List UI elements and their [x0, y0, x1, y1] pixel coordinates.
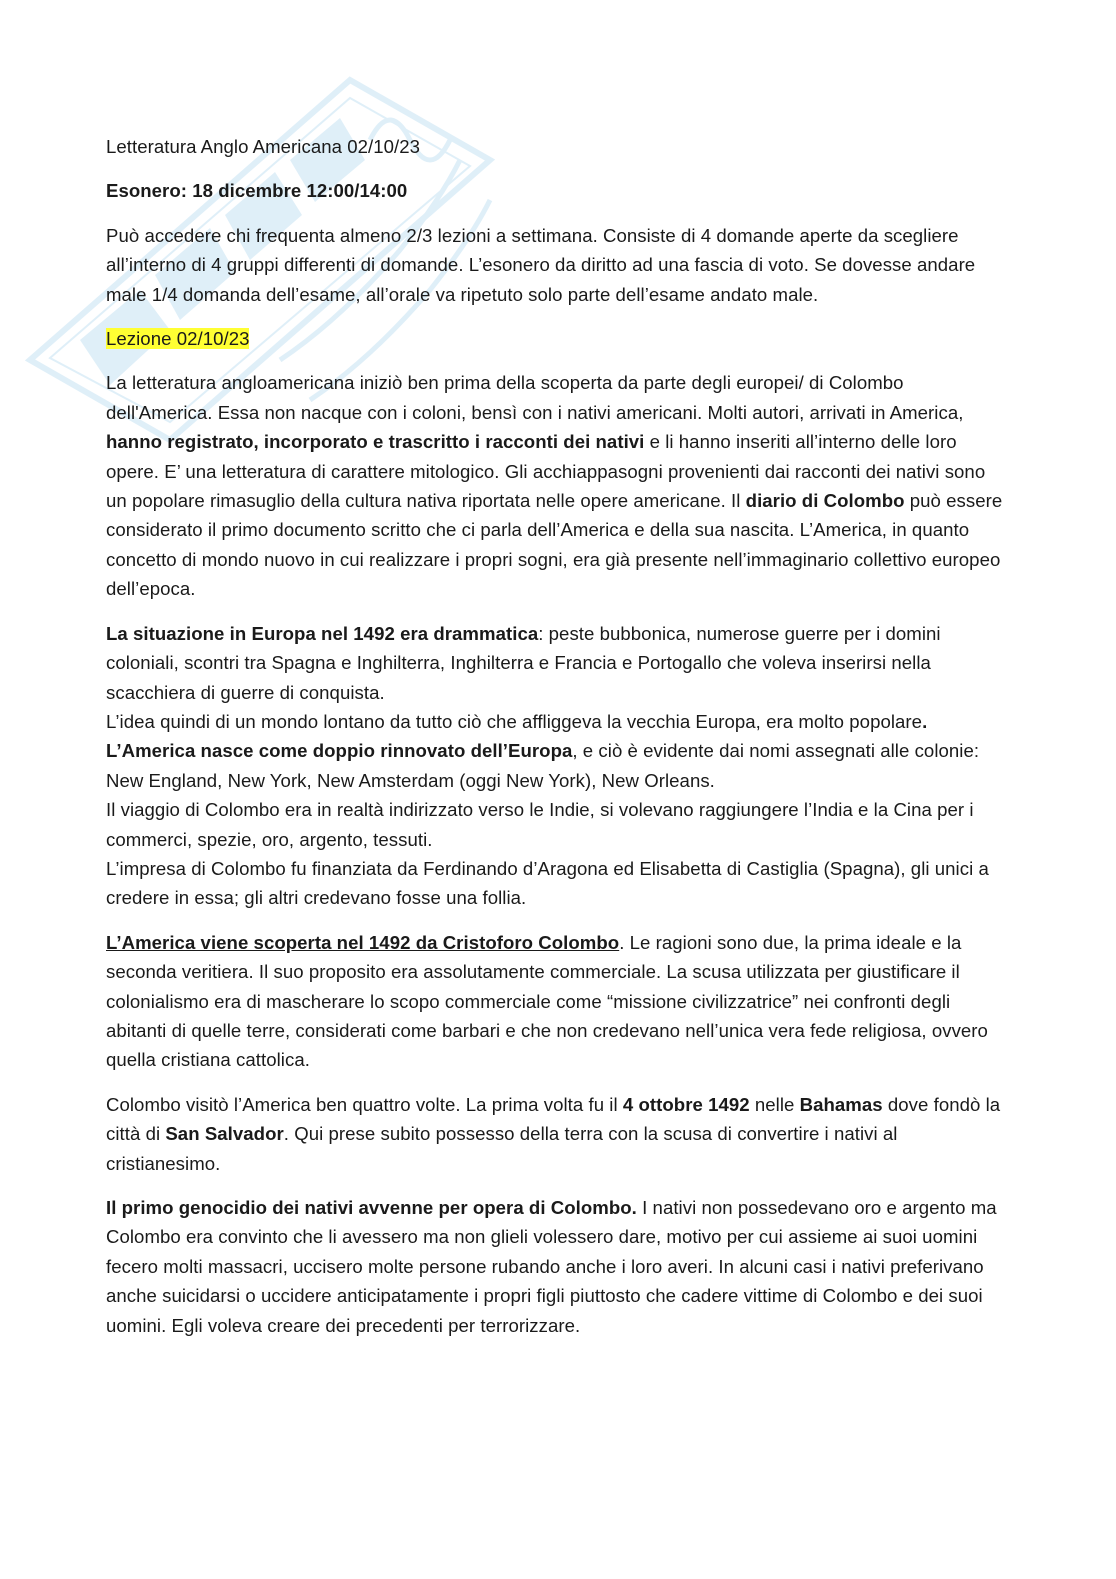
text: L’impresa di Colombo fu finanziata da Ferdinando d’Aragona ed Elisabetta di Castiglia (Spagna), gli unici a credere in essa; gli altri credevano fosse una follia.	[106, 857, 989, 909]
esonero-heading	[106, 176, 1006, 205]
text: può essere considerato il primo documento scritto che ci parla dell’America e della sua nascita. L’America, in quanto concetto di mondo nuovo in cui realizzare i propri sogni, era già presente nell’immaginario collettivo europeo dell’epoca.	[106, 490, 1003, 600]
bold-text: Il primo genocidio dei nativi avvenne per opera di Colombo.	[106, 1197, 637, 1218]
bold-text: Bahamas	[799, 1093, 883, 1115]
bold-text: .	[922, 710, 928, 732]
text: dove fondò la città di	[106, 1093, 1001, 1145]
text: Il viaggio di Colombo era in realtà indirizzato verso le Indie, si volevano raggiungere l’India e la Cina per i commerci, spezie, oro, argento, tessuti.	[106, 799, 974, 850]
paragraph-europa	[106, 619, 1006, 913]
paragraph-viaggi	[106, 1090, 1006, 1178]
text: L’idea quindi di un mondo lontano da tutto ciò che affliggeva la vecchia Europa, era molto popolare	[106, 710, 923, 732]
lezione-highlight: Lezione 02/10/23	[106, 328, 250, 350]
text: : peste bubbonica, numerose guerre per i domini coloniali, scontri tra Spagna e Inghilterra, Inghilterra e Francia e Portogallo che voleva inserirsi nella scacchiera di guerre di conquista.	[106, 622, 941, 703]
document-body	[106, 132, 1006, 1355]
esonero-text: Esonero: 18 dicembre 12:00/14:00	[106, 180, 408, 202]
bold-text: hanno registrato, incorporato e trascritto i racconti dei nativi	[106, 431, 645, 453]
paragraph-scoperta	[106, 928, 1006, 1075]
paragraph-esonero: Può accedere chi frequenta almeno 2/3 lezioni a settimana. Consiste di 4 domande aperte da scegliere all’interno di 4 gruppi differenti di domande. L’esonero da diritto ad una fascia di voto. Se dovesse andare male 1/4 domanda dell’esame, all’orale va ripetuto solo parte dell’esame andato male.	[106, 224, 976, 305]
lezione-heading	[106, 324, 1006, 353]
text: e li hanno inseriti all’interno delle loro opere. E’ una letteratura di carattere mitologico. Gli acchiappasogni provenienti dai racconti dei nativi sono un popolare rimasuglio della cultura nativa riportata nelle opere americane. Il	[106, 431, 986, 512]
bold-text: La situazione in Europa nel 1492 era drammatica	[106, 622, 539, 644]
bold-text: L’America nasce come doppio rinnovato dell’Europa	[106, 740, 573, 762]
paragraph-intro	[106, 368, 1006, 603]
text: La letteratura angloamericana iniziò ben prima della scoperta da parte degli europei/ di Colombo dell'America. Essa non nacque con i coloni, bensì con i nativi americani. Molti autori, arrivati in America,	[106, 372, 964, 423]
text: . Le ragioni sono due, la prima ideale e la seconda veritiera. Il suo proposito era assolutamente commerciale. La scusa utilizzata per giustificare il colonialismo era di mascherare lo scopo commerciale come “missione civilizzatrice” nei confronti degli abitanti di quelle terre, considerati come barbari e che non credevano nell’unica vera fede religiosa, ovvero quella cristiana cattolica.	[106, 931, 988, 1071]
bold-underlined-text: L’America viene scoperta nel 1492 da Cristoforo Colombo	[106, 931, 620, 953]
text: Colombo visitò l’America ben quattro volte. La prima volta fu il	[106, 1093, 623, 1115]
document-title: Letteratura Anglo Americana 02/10/23	[106, 136, 420, 157]
text: I nativi non possedevano oro e argento ma Colombo era convinto che li avessero ma non glieli volessero dare, motivo per cui assieme ai suoi uomini fecero molti massacri, uccisero molte persone rubando anche i loro averi. In alcuni casi i nativi preferivano anche suicidarsi o uccidere anticipatamente i propri figli piuttosto che cadere vittime di Colombo e dei suoi uomini. Egli voleva creare dei precedenti per terrorizzare.	[106, 1197, 997, 1336]
bold-text: 4 ottobre 1492	[622, 1093, 750, 1115]
bold-text: San Salvador	[165, 1123, 284, 1145]
text: . Qui prese subito possesso della terra con la scusa di convertire i nativi al cristianesimo.	[106, 1123, 898, 1174]
text: nelle	[749, 1093, 800, 1115]
bold-text: diario di Colombo	[745, 490, 905, 512]
paragraph-genocidio	[106, 1193, 1006, 1340]
text: , e ciò è evidente dai nomi assegnati alle colonie: New England, New York, New Amsterdam (oggi New York), New Orleans.	[106, 740, 980, 791]
